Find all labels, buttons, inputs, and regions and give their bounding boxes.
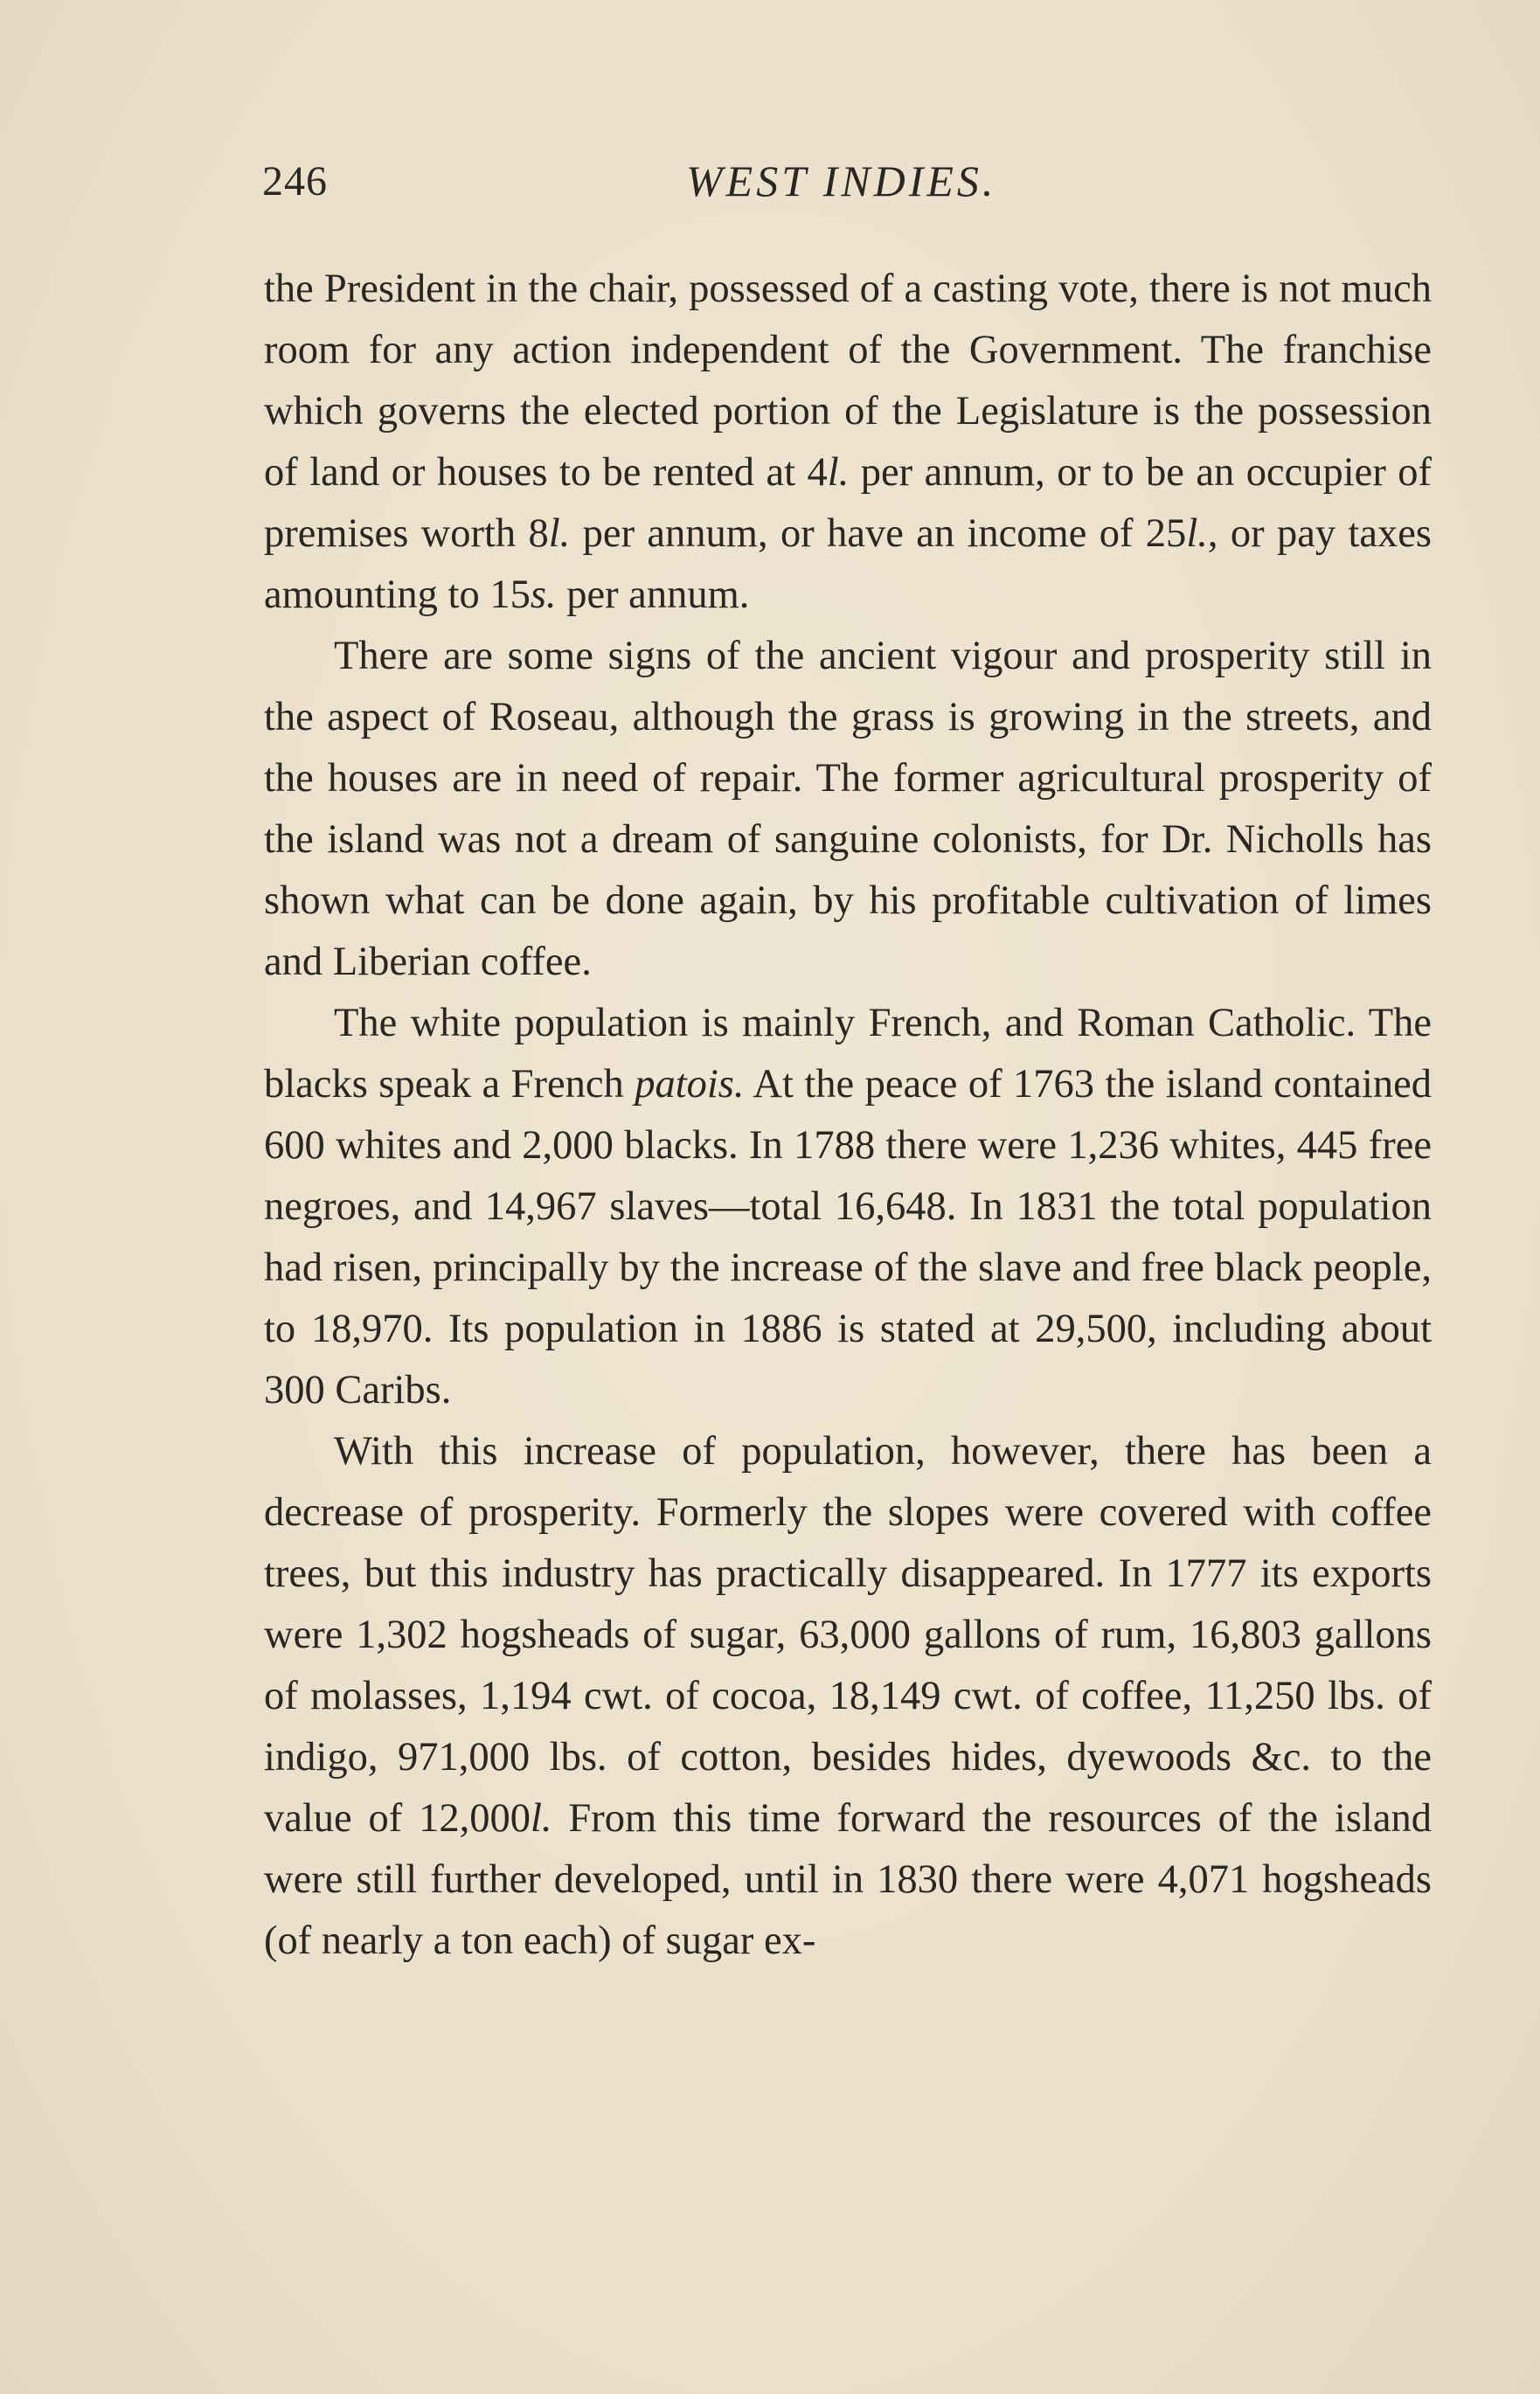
text-segment: At the peace of 1763 the island contained 600 whites and 2,000 blacks. In 1788 there were 1,236 whites, 445 free negroes, and 14,967 slaves—total 16,648. In 1831 the total population had risen, principally by the increase of the slave and free black people, to 18,970. Its population in 1886 is stated at 29,500, including about 300 Caribs. <box>264 1062 1432 1412</box>
paragraph <box>264 1421 1432 1972</box>
text-segment: With this increase of population, however, there has been a decrease of prosperity. Formerly the slopes were covered with coffee trees, but this industry has practically disappeared. In 1777 its exports were 1,302 hogsheads of sugar, 63,000 gallons of rum, 16,803 gallons of molasses, 1,194 cwt. of cocoa, 18,149 cwt. of coffee, 11,250 lbs. of indigo, 971,000 lbs. of cotton, besides hides, dyewoods &c. to the value of 12,000 <box>264 1429 1432 1841</box>
text-segment-italic: l. <box>827 450 850 495</box>
text-segment: per annum, or to be an occupier of premises worth 8 <box>264 450 1432 556</box>
text-segment: the President in the chair, possessed of a casting vote, there is not much room for any action independent of the Government. The franchise which governs the elected portion of the Legislature is the possession of land or houses to be rented at 4 <box>264 267 1432 495</box>
text-segment: , or pay taxes amounting to 15 <box>264 511 1432 617</box>
text-segment: From this time forward the resources of the island were still further developed, until in 1830 there were 4,071 hogsheads (of nearly a ton each) of sugar ex- <box>264 1796 1432 1963</box>
text-segment: per annum, or have an income of 25 <box>570 511 1187 556</box>
body-text <box>264 259 1432 1972</box>
paragraph <box>264 626 1432 993</box>
paragraph <box>264 259 1432 626</box>
text-segment: per annum. <box>556 572 750 617</box>
text-segment: The white population is mainly French, and Roman Catholic. The blacks speak a French <box>264 1001 1432 1107</box>
text-segment-italic: l. <box>531 1796 552 1841</box>
running-title: WEST INDIES. <box>686 156 997 205</box>
text-segment: There are some signs of the ancient vigour and prosperity still in the aspect of Roseau, although the grass is growing in the streets, and the houses are in need of repair. The former agricultural prosperity of the island was not a dream of sanguine colonists, for Dr. Nicholls has shown what can be done again, by his profitable cultivation of limes and Liberian coffee. <box>264 634 1432 984</box>
text-segment-italic: l. <box>548 511 571 556</box>
text-segment-italic: patois. <box>635 1062 745 1107</box>
text-segment-italic: s. <box>530 572 557 617</box>
paragraph <box>264 993 1432 1421</box>
page-header <box>262 149 1433 219</box>
page-number: 246 <box>262 158 328 205</box>
text-segment-italic: l. <box>1186 511 1208 556</box>
